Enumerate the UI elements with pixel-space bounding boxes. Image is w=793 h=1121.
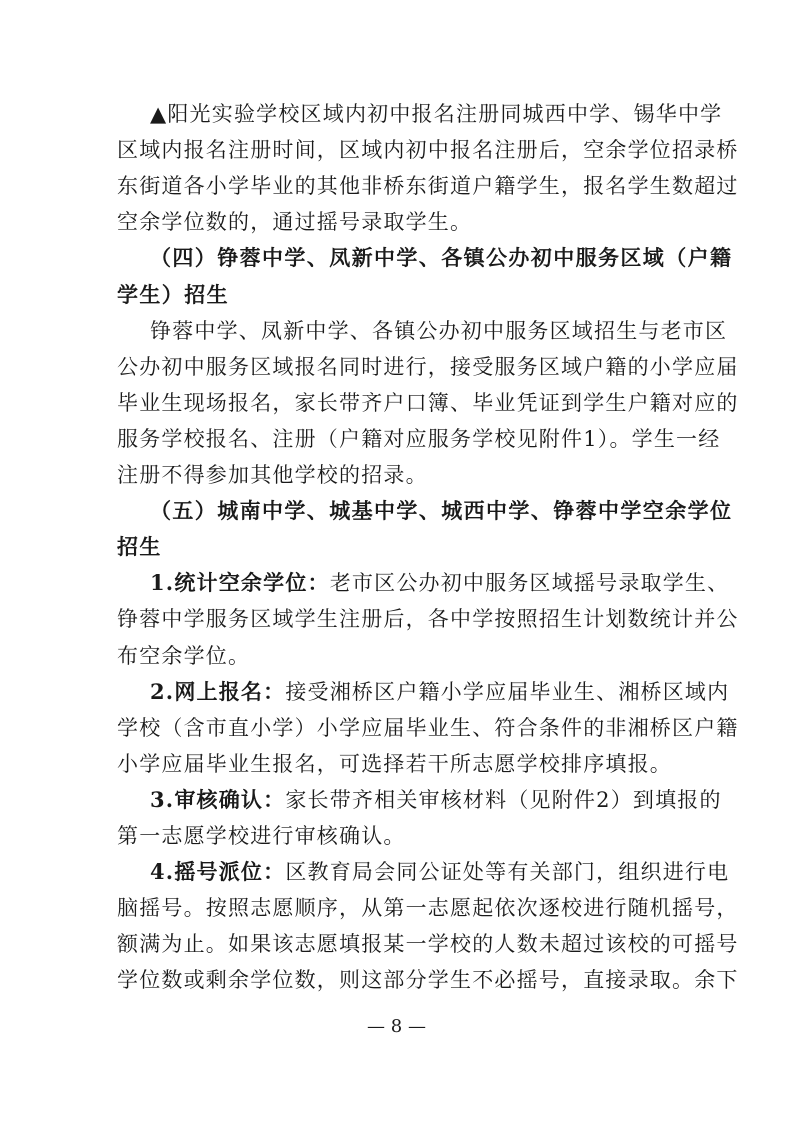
text-line [117,349,739,385]
line-text: 铮蓉中学、凤新中学、各镇公办初中服务区域招生与老市区 [150,318,728,343]
line-text: 老市区公办初中服务区域摇号录取学生、 [329,571,730,596]
text-line [150,674,730,710]
text-line [117,638,707,674]
line-text: 区教育局会同公证处等有关部门，组织进行电 [285,860,730,885]
text-line [117,204,707,240]
line-text: 服务学校报名、注册（户籍对应服务学校见附件1）。学生一经 [117,426,721,451]
text-line [117,421,721,457]
line-text: 毕业生现场报名，家长带齐户口簿、毕业凭证到学生户籍对应的 [117,390,739,415]
text-line [117,710,739,746]
text-line [150,565,730,601]
item-label: 2.网上报名： [150,678,286,704]
text-line [117,746,707,782]
line-text: 家长带齐相关审核材料（见附件2）到填报的 [285,787,722,812]
text-line [117,962,739,998]
line-text: 东街道各小学毕业的其他非桥东街道户籍学生，报名学生数超过 [117,174,739,199]
text-line [117,601,739,637]
text-line [117,168,739,204]
text-line [150,96,723,132]
text-line [150,240,733,276]
line-text: ▲阳光实验学校区域内初中报名注册同城西中学、锡华中学 [150,102,723,126]
line-text: 额满为止。如果该志愿填报某一学校的人数未超过该校的可摇号 [117,932,739,957]
text-line [117,926,739,962]
line-text: 注册不得参加其他学校的招录。 [117,463,428,487]
text-line [150,493,733,529]
line-text: （四）铮蓉中学、凤新中学、各镇公办初中服务区域（户籍 [150,245,733,271]
line-text: 学校（含市直小学）小学应届毕业生、符合条件的非湘桥区户籍 [117,715,739,740]
line-text: 铮蓉中学服务区域学生注册后，各中学按照招生计划数统计并公 [117,607,739,632]
line-text: 学生）招生 [117,281,229,307]
line-text: 招生 [117,534,162,560]
text-line [117,529,707,565]
text-line [117,890,739,926]
text-line [117,818,707,854]
text-line [117,132,739,168]
text-line [117,457,707,493]
text-line [117,385,739,421]
line-text: 第一志愿学校进行审核确认。 [117,824,406,848]
line-text: 布空余学位。 [117,643,251,668]
page-number: — 8 — [367,1016,426,1037]
line-text: 小学应届毕业生报名，可选择若干所志愿学校排序填报。 [117,751,672,776]
item-label: 3.审核确认： [150,786,286,812]
text-line [150,854,730,890]
line-text: 区域内报名注册时间，区域内初中报名注册后，空余学位招录桥 [117,138,739,163]
line-text: 空余学位数的，通过摇号录取学生。 [117,210,473,235]
line-text: （五）城南中学、城基中学、城西中学、铮蓉中学空余学位 [150,498,733,524]
line-text: 接受湘桥区户籍小学应届毕业生、湘桥区域内 [285,679,730,704]
item-label: 1.统计空余学位： [150,570,330,596]
line-text: 学位数或剩余学位数，则这部分学生不必摇号，直接录取。余下 [117,968,739,993]
text-line [150,313,728,349]
text-line [117,277,707,313]
text-line [150,782,722,818]
line-text: 公办初中服务区域报名同时进行，接受服务区域户籍的小学应届 [117,354,739,379]
line-text: 脑摇号。按照志愿顺序，从第一志愿起依次逐校进行随机摇号， [117,896,739,921]
item-label: 4.摇号派位： [150,859,286,885]
